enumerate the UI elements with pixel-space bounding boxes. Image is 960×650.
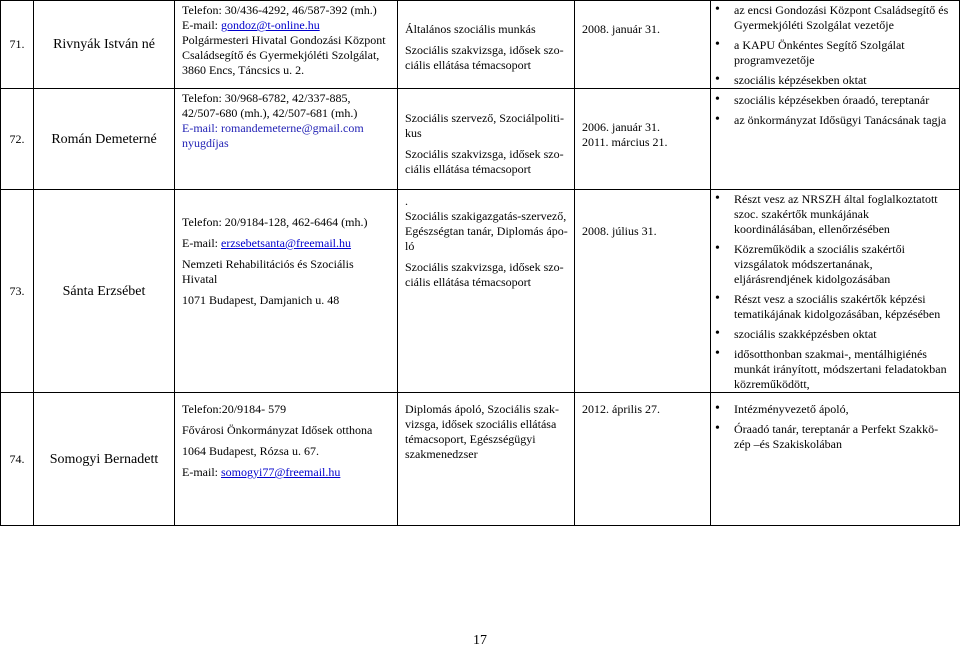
role-item: • Óraadó tanár, tereptanár a Perfekt Szakkö- zép –és Szakiskolában (711, 422, 959, 452)
phone-text: Telefon:20/9184- 579 (182, 402, 287, 416)
qualification-cell: Szociális szervező, Szociálpoliti- kus Szociális szakvizsga, idősek szo- ciális ellátása témacsoport (398, 89, 575, 190)
table-row (1, 393, 960, 526)
date-cell (575, 89, 711, 190)
page-number: 17 (473, 633, 487, 648)
row-number: 74. (1, 393, 34, 526)
roles-cell (711, 1, 960, 89)
exam-date: 2011. március 21. (582, 135, 668, 149)
exam-date: 2008. július 31. (582, 224, 657, 238)
status-text: nyugdíjas (182, 136, 229, 150)
table-row (1, 190, 960, 393)
email-link[interactable]: somogyi77@freemail.hu (221, 465, 341, 479)
role-item: • idősotthonban szakmai-, mentálhigiénés munkát irányított, módszertani feladatokban közreműködött, (711, 347, 959, 392)
contact-cell: Telefon: 30/968-6782, 42/337-885, 42/507-680 (mh.), 42/507-681 (mh.) E-mail: romandemeterne@gmail.com nyugdíjas (175, 89, 398, 190)
contact-cell: Telefon: 30/436-4292, 46/587-392 (mh.) E-mail: gondoz@t-online.hu Polgármesteri Hivatal Gondozási Központ Családsegítő és Gyermekjóléti Szolgálat, 3860 Encs, Táncsics u. 2. (175, 1, 398, 89)
roles-cell (711, 393, 960, 526)
organization-text: Hivatal (182, 272, 218, 286)
row-number: 71. (1, 1, 34, 89)
roles-cell (711, 89, 960, 190)
organization-text: Nemzeti Rehabilitációs és Szociális (182, 257, 354, 271)
phone-text: 42/507-680 (mh.), 42/507-681 (mh.) (182, 106, 358, 120)
exam-date: 2008. január 31. (582, 22, 660, 36)
date-cell (575, 1, 711, 89)
row-number: 73. (1, 190, 34, 393)
address-text: 3860 Encs, Táncsics u. 2. (182, 63, 305, 77)
person-name: Somogyi Bernadett (34, 393, 175, 526)
organization-text: Fővárosi Önkormányzat Idősek otthona (182, 423, 373, 437)
contact-cell: Telefon:20/9184- 579 Fővárosi Önkormányzat Idősek otthona 1064 Budapest, Rózsa u. 67. E-mail: somogyi77@freemail.hu (175, 393, 398, 526)
table-row (1, 1, 960, 89)
date-cell (575, 393, 711, 526)
address-text: 1064 Budapest, Rózsa u. 67. (182, 444, 319, 458)
contact-cell: Telefon: 20/9184-128, 462-6464 (mh.) E-mail: erzsebetsanta@freemail.hu Nemzeti Rehabilitációs és Szociális Hivatal 1071 Budapest, Damjanich u. 48 (175, 190, 398, 393)
email-link[interactable]: erzsebetsanta@freemail.hu (221, 236, 351, 250)
date-cell (575, 190, 711, 393)
person-name: Román Demeterné (34, 89, 175, 190)
qualification-cell: . Szociális szakigazgatás-szervező, Egészségtan tanár, Diplomás ápo- ló Szociális szakvizsga, idősek szo- ciális ellátása témacsoport (398, 190, 575, 393)
role-item: • az önkormányzat Idősügyi Tanácsának tagja (711, 113, 959, 128)
exam-date: 2012. április 27. (582, 402, 660, 416)
email-link[interactable]: gondoz@t-online.hu (221, 18, 320, 32)
email-text: romandemeterne@gmail.com (221, 121, 364, 135)
phone-text: Telefon: 30/436-4292, 46/587-392 (mh.) (182, 3, 377, 17)
qualification-cell: Diplomás ápoló, Szociális szak- vizsga, idősek szociális ellátása témacsoport, Egészségügyi szakmenedzser (398, 393, 575, 526)
role-item: • Részt vesz a szociális szakértők képzési tematikájának kidolgozásában, képzésében (711, 292, 959, 322)
exam-date: 2006. január 31. (582, 120, 660, 134)
organization-text: Polgármesteri Hivatal Gondozási Központ (182, 33, 386, 47)
person-name: Rivnyák István né (34, 1, 175, 89)
role-item: • Részt vesz az NRSZH által foglalkoztatott szoc. szakértők munkájának koordinálásában, ellenőrzésében (711, 192, 959, 237)
qualification-cell: Általános szociális munkás Szociális szakvizsga, idősek szo- ciális ellátása témacsoport (398, 1, 575, 89)
row-number: 72. (1, 89, 34, 190)
role-item: • Közreműködik a szociális szakértői vizsgálatok módszertanának, eljárásrendjének kidolgozásában (711, 242, 959, 287)
address-text: 1071 Budapest, Damjanich u. 48 (182, 293, 340, 307)
person-name: Sánta Erzsébet (34, 190, 175, 393)
role-item: • Intézményvezető ápoló, (711, 402, 959, 417)
table-row (1, 89, 960, 190)
roles-cell (711, 190, 960, 393)
role-item: • szociális képzésekben óraadó, tereptanár (711, 93, 959, 108)
organization-text: Családsegítő és Gyermekjóléti Szolgálat, (182, 48, 380, 62)
role-item: • szociális képzésekben oktat (711, 73, 959, 88)
role-item: • szociális szakképzésben oktat (711, 327, 959, 342)
phone-text: Telefon: 20/9184-128, 462-6464 (mh.) (182, 215, 368, 229)
role-item: • az encsi Gondozási Központ Családsegítő és Gyermekjóléti Szolgálat vezetője (711, 3, 959, 33)
phone-text: Telefon: 30/968-6782, 42/337-885, (182, 91, 351, 105)
role-item: • a KAPU Önkéntes Segítő Szolgálat programvezetője (711, 38, 959, 68)
